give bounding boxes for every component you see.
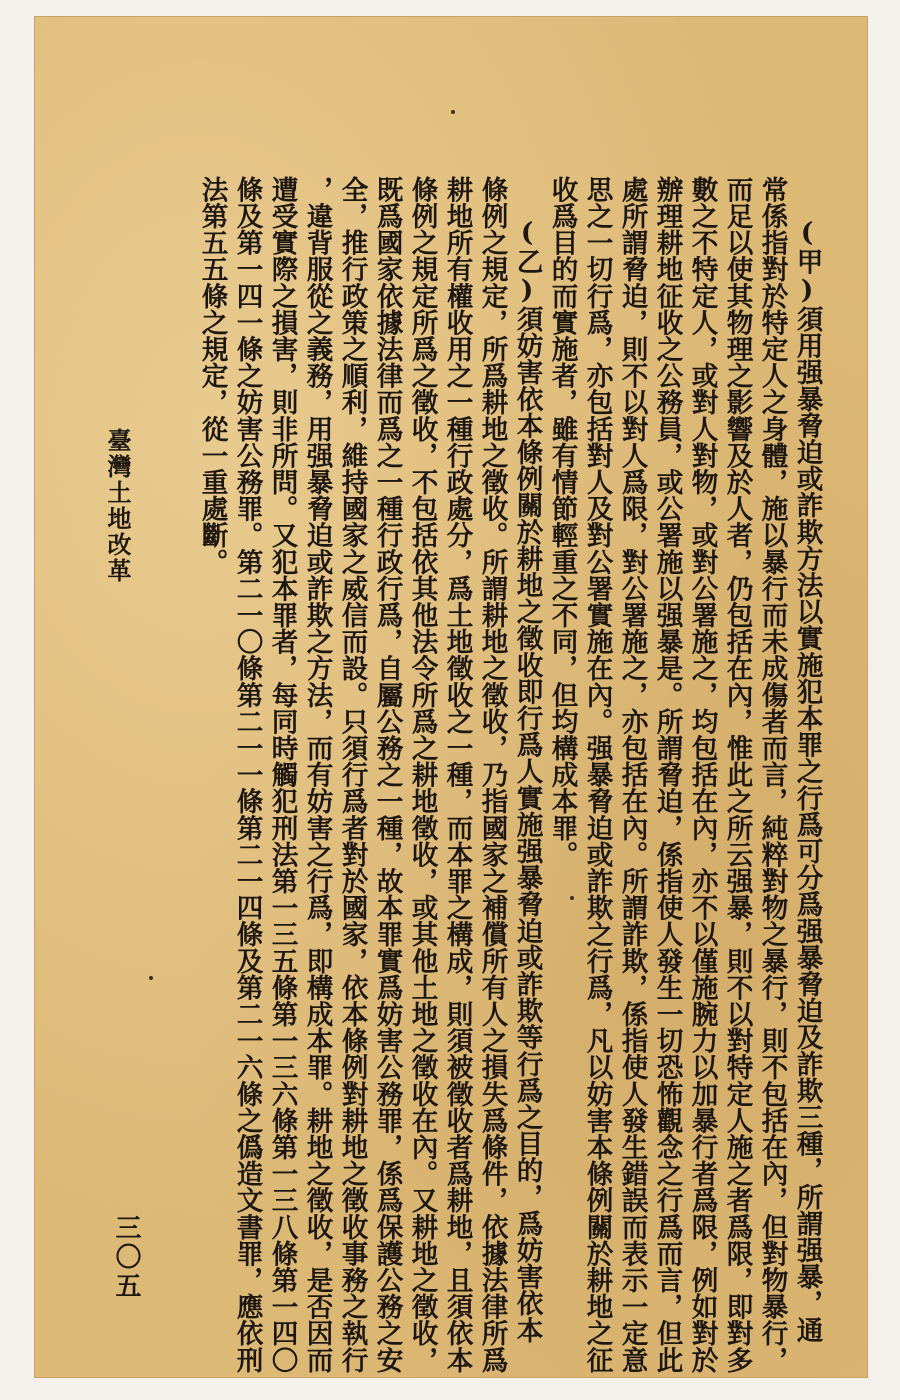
page-number: 三〇五 [111,1214,141,1301]
text-column: 遭受實際之損害，則非所問。又犯本罪者，每同時觸犯刑法第一三五條第一三六條第一三八條第一四〇 [266,176,298,1373]
ink-speck [149,976,153,980]
text-column: 數之不特定人，或對人對物，或對公署施之，均包括在內，亦不以僅施腕力以加暴行者爲限，例如對於 [686,176,718,1373]
text-column: 而足以使其物理之影響及於人者，仍包括在內，惟此之所云强暴，則不以對特定人施之者爲限，即對多 [721,176,753,1373]
book-page [34,16,868,1378]
text-column: ，違背服從之義務，用强暴脅迫或詐欺之方法，而有妨害之行爲，即構成本罪。耕地之徵收，是否因而 [301,176,333,1373]
text-column: 條例之規定所爲之徵收，不包括依其他法令所爲之耕地徵收，或其他土地之徵收在內。又耕地之徵收， [406,176,438,1373]
text-column: (乙)須妨害依本條例關於耕地之徵收即行爲人實施强暴脅迫或詐欺等行爲之目的，爲妨害依本 [511,217,543,1343]
text-column: 全，推行政策之順利，維持國家之威信而設。只須行爲者對於國家，依本條例對耕地之徵收事務之執行 [336,176,368,1373]
running-title: 臺灣土地改革 [103,428,132,584]
text-column: 常係指對於特定人之身體，施以暴行而未成傷者而言，純粹對物之暴行，則不包括在內，但對物暴行， [756,176,788,1373]
text-column: (甲)須用强暴脅迫或詐欺方法以實施犯本罪之行爲可分爲强暴脅迫及詐欺三種，所謂强暴，通 [791,217,823,1343]
text-column: 既爲國家依據法律而爲之一種行政行爲，自屬公務之一種，故本罪實爲妨害公務罪，係爲保護公務之安 [371,176,403,1373]
text-column: 條及第一四一條之妨害公務罪。第二一〇條第二一一條第二一四條及第二一六條之僞造文書罪，應依刑 [231,176,263,1373]
text-column: 辦理耕地征收之公務員，或公署施以强暴是。所謂脅迫，係指使人發生一切恐怖觀念之行爲而言，但此 [651,176,683,1373]
ink-speck [570,896,574,900]
text-column: 思之一切行爲，亦包括對人及對公署實施在內。强暴脅迫或詐欺之行爲，凡以妨害本條例關於耕地之征 [581,176,613,1373]
text-column: 收爲目的而實施者，雖有情節輕重之不同，但均構成本罪。 [546,176,578,868]
text-column: 處所謂脅迫，則不以對人爲限，對公署施之，亦包括在內。所謂詐欺，係指使人發生錯誤而表示一定意 [616,176,648,1373]
ink-speck [451,110,455,114]
text-column: 法第五五條之規定，從一重處斷。 [196,176,228,575]
text-column: 耕地所有權收用之一種行政處分，爲土地徵收之一種，而本罪之構成，則須被徵收者爲耕地，且須依本 [441,176,473,1373]
text-column: 條例之規定，所爲耕地之徵收。所謂耕地之徵收，乃指國家之補償所有人之損失爲條件，依據法律所爲 [476,176,508,1373]
